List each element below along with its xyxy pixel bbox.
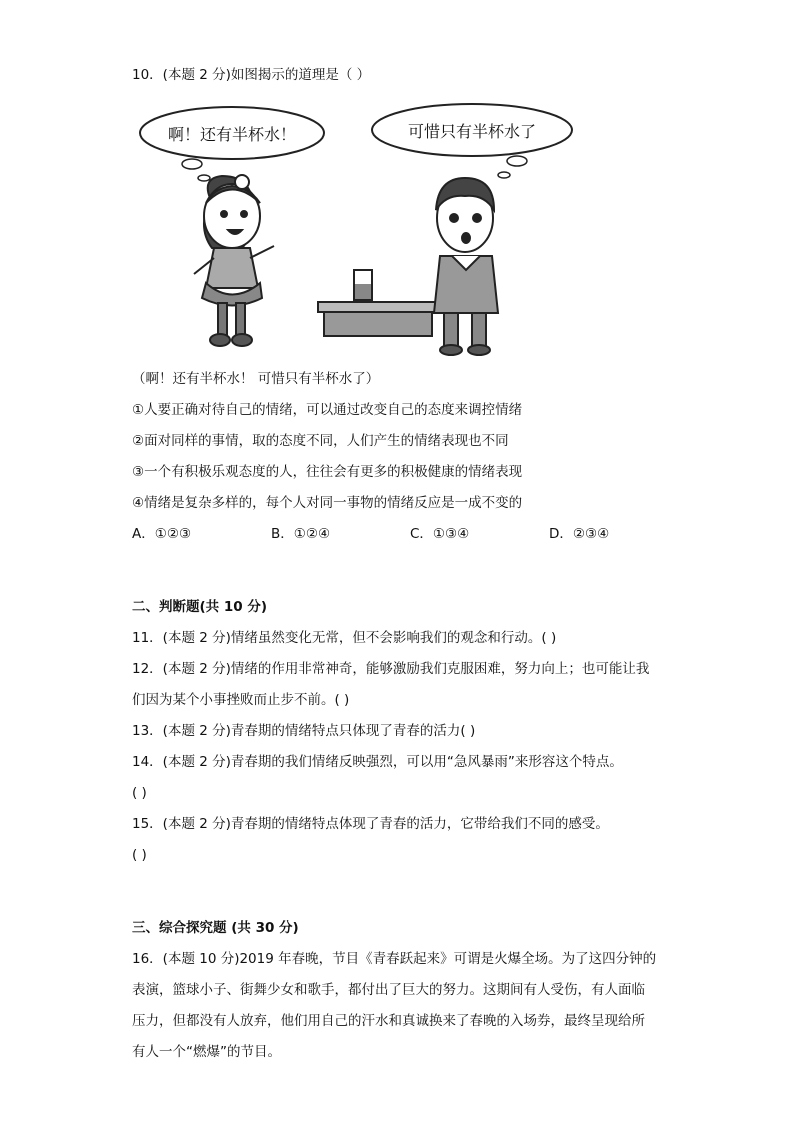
question-12-line-2: 们因为某个小事挫败而止步不前。( ) — [132, 692, 350, 708]
section-3-title: 三、综合探究题 (共 30 分) — [132, 920, 299, 936]
option-a: A．①②③ — [132, 526, 192, 542]
question-10-stem: 10．(本题 2 分)如图揭示的道理是（ ） — [132, 67, 371, 83]
question-16-line-2: 表演，篮球小子、街舞少女和歌手，都付出了巨大的努力。这期间有人受伤，有人面临 — [132, 982, 645, 998]
question-14-line-1: 14．(本题 2 分)青春期的我们情绪反映强烈，可以用“急风暴雨”来形容这个特点。 — [132, 754, 623, 770]
question-12-line-1: 12．(本题 2 分)情绪的作用非常神奇，能够激励我们克服困难，努力向上；也可能让我 — [132, 661, 650, 677]
option-c: C．①③④ — [410, 526, 470, 542]
left-bubble-text: 啊！还有半杯水！ — [167, 125, 297, 144]
statement-2: ②面对同样的事情，取的态度不同，人们产生的情绪表现也不同 — [132, 433, 509, 449]
question-15-line-1: 15．(本题 2 分)青春期的情绪特点体现了青春的活力，它带给我们不同的感受。 — [132, 816, 609, 832]
question-14-answer-blank: ( ) — [132, 785, 147, 801]
left-thought-bubble — [140, 107, 324, 181]
question-13: 13．(本题 2 分)青春期的情绪特点只体现了青春的活力( ) — [132, 723, 476, 739]
table-with-glass — [318, 270, 438, 336]
figure-caption: （啊！还有半杯水！ 可惜只有半杯水了） — [132, 371, 380, 387]
statement-1: ①人要正确对待自己的情绪，可以通过改变自己的态度来调控情绪 — [132, 402, 523, 418]
question-16-line-1: 16．(本题 10 分)2019 年春晚，节目《青春跃起来》可谓是火爆全场。为了这四分钟的 — [132, 951, 657, 967]
boy-figure — [434, 178, 498, 355]
half-glass-illustration — [132, 98, 592, 358]
right-thought-bubble — [372, 104, 572, 178]
question-15-answer-blank: ( ) — [132, 847, 147, 863]
girl-figure — [194, 175, 274, 346]
option-b: B．①②④ — [271, 526, 331, 542]
question-16-line-4: 有人一个“燃爆”的节目。 — [132, 1044, 281, 1060]
statement-3: ③一个有积极乐观态度的人，往往会有更多的积极健康的情绪表现 — [132, 464, 523, 480]
option-d: D．②③④ — [549, 526, 610, 542]
section-2-title: 二、判断题(共 10 分) — [132, 599, 268, 615]
question-11: 11．(本题 2 分)情绪虽然变化无常，但不会影响我们的观念和行动。( ) — [132, 630, 557, 646]
question-16-line-3: 压力，但都没有人放弃，他们用自己的汗水和真诚换来了春晚的入场券，最终呈现给所 — [132, 1013, 645, 1029]
right-bubble-text: 可惜只有半杯水了 — [407, 122, 537, 141]
statement-4: ④情绪是复杂多样的，每个人对同一事物的情绪反应是一成不变的 — [132, 495, 523, 511]
